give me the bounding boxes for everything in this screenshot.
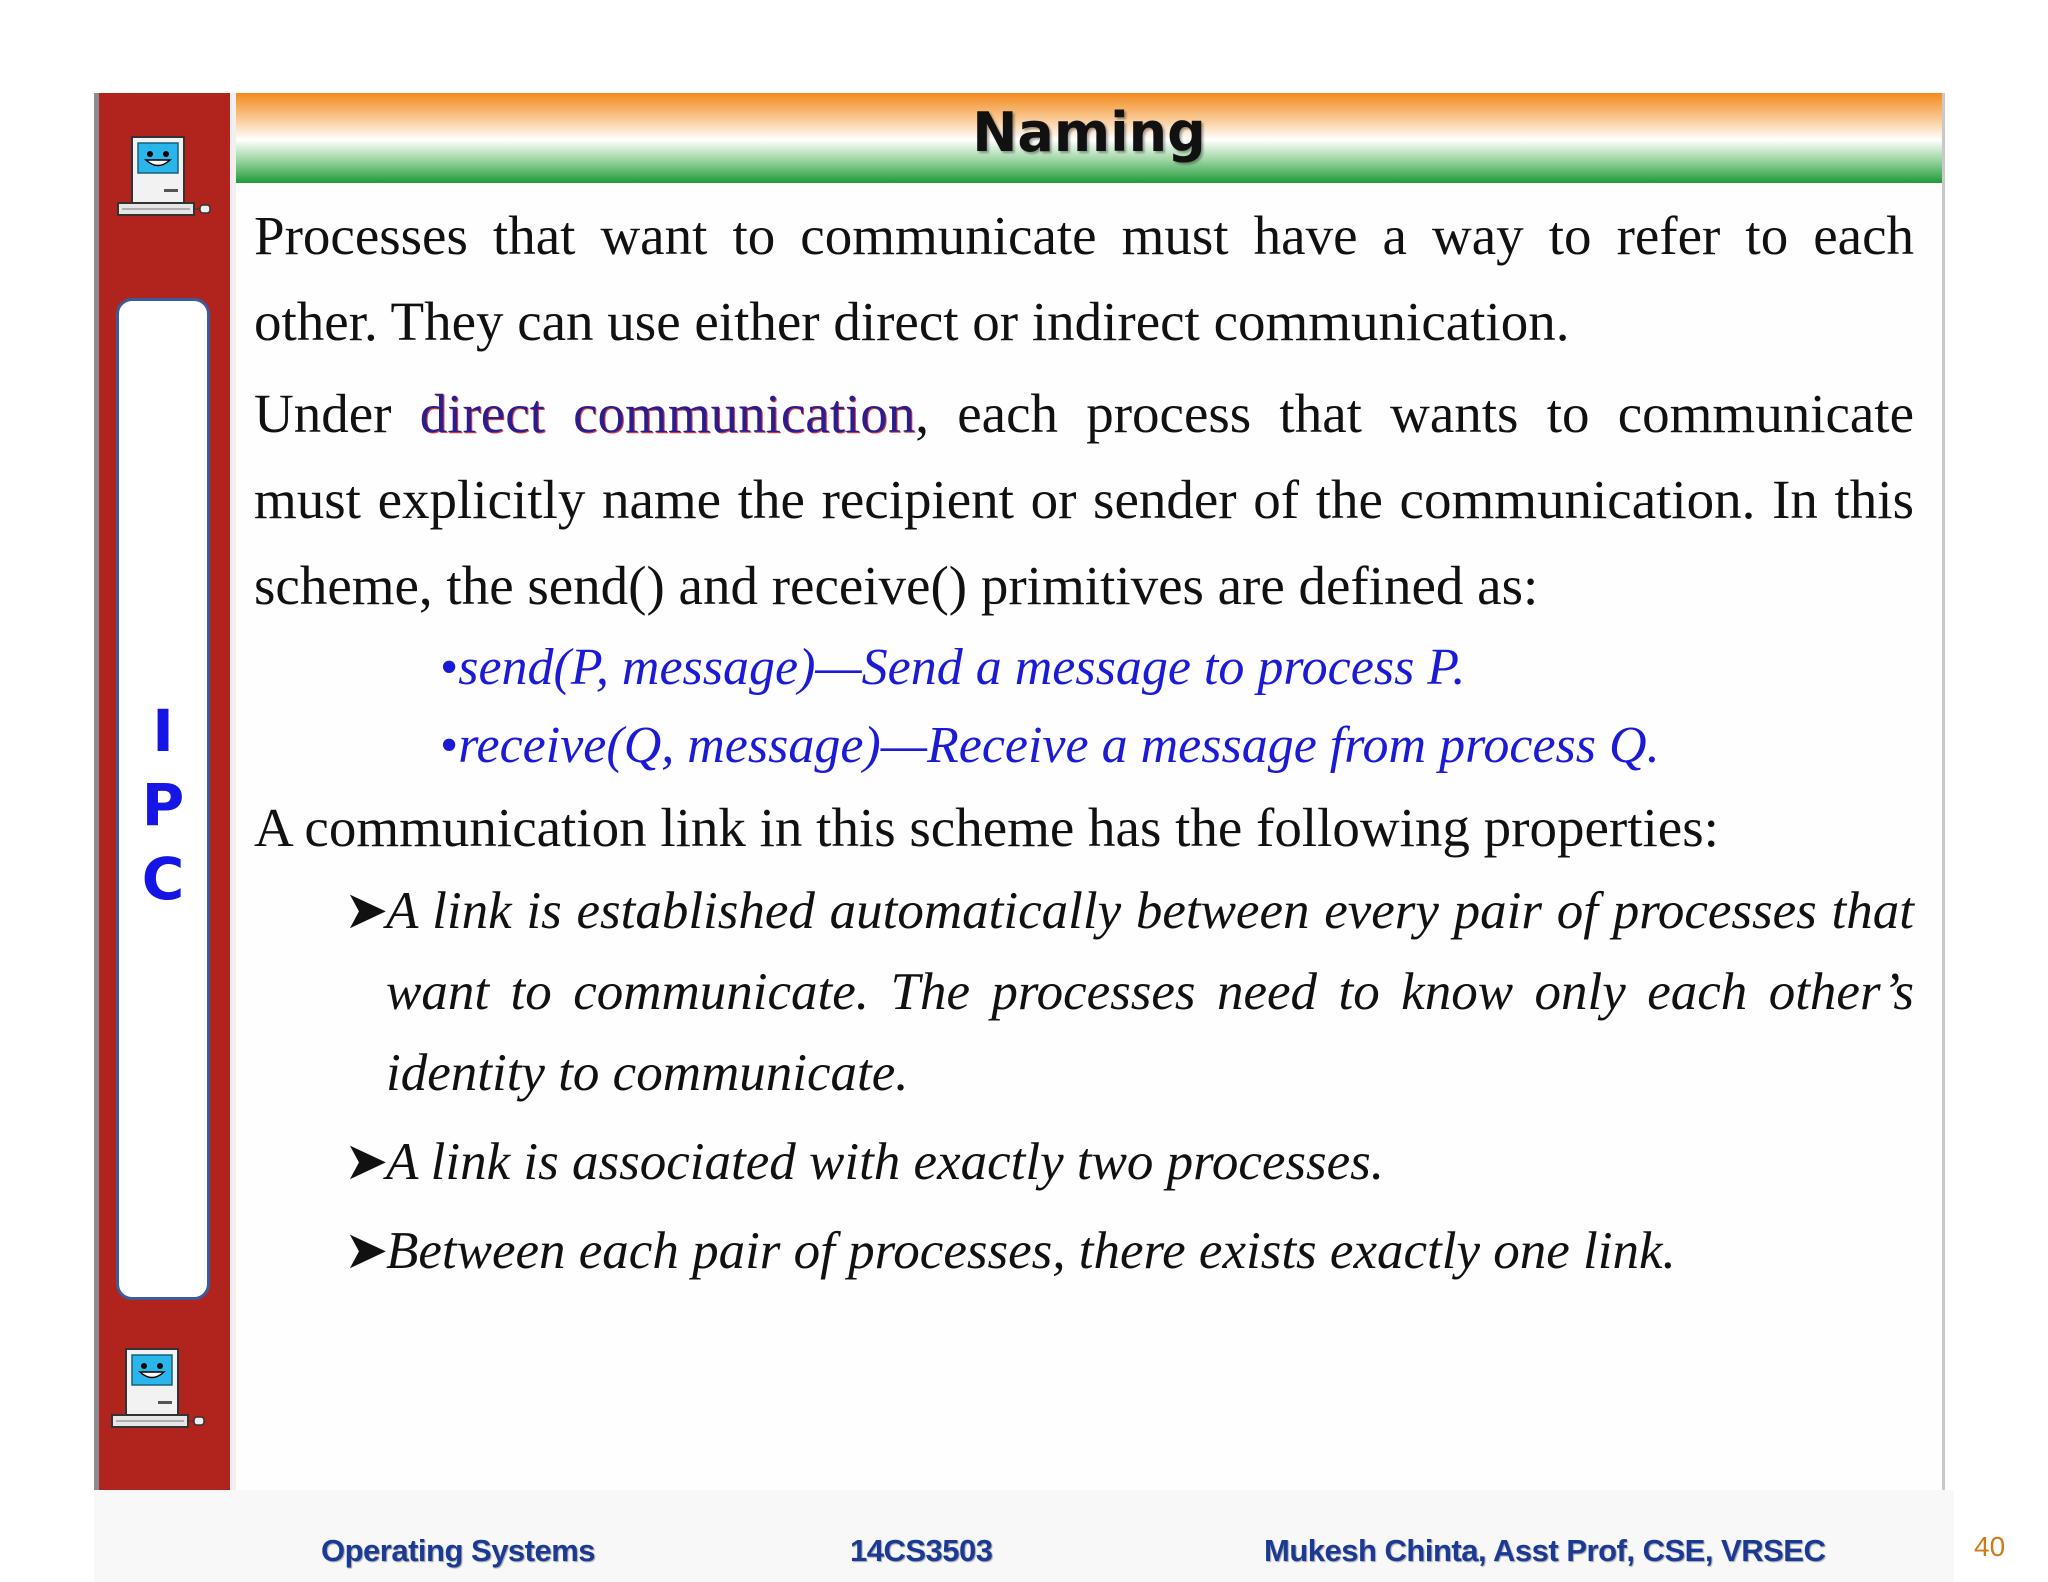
paragraph-intro: Processes that want to communicate must have a way to refer to each other. They can use either direct or indirect communication. xyxy=(254,205,1914,352)
property-item xyxy=(344,871,1914,1114)
property-text: Between each pair of processes, there exists exactly one link. xyxy=(386,1222,1676,1280)
paragraph-properties: A communication link in this scheme has the following properties: xyxy=(254,797,1719,858)
arrow-bullet-icon: ➤ xyxy=(344,882,389,940)
page-number: 40 xyxy=(1974,1531,2006,1562)
direct-communication-term: direct communication xyxy=(419,383,916,444)
arrow-bullet-icon: ➤ xyxy=(344,1133,389,1191)
primitive-item: • send(P, message)—Send a message to process P. xyxy=(440,629,1914,707)
computer-smiley-icon xyxy=(114,131,224,231)
paragraph-direct-suffix: , each process that wants to communicate must explicitly name the recipient or sender of the communication. In this scheme, the send() and receive() primitives are defined as: xyxy=(254,383,1914,616)
primitives-list xyxy=(254,629,1914,785)
sidebar-letter-c: C xyxy=(141,845,185,913)
property-item xyxy=(344,1122,1914,1203)
property-text: A link is established automatically between every pair of processes that want to communicate. The processes need to know only each other’s identity to communicate. xyxy=(386,882,1914,1102)
slide-title: Naming xyxy=(972,101,1206,164)
property-text: A link is associated with exactly two processes. xyxy=(386,1133,1385,1191)
computer-smiley-icon xyxy=(108,1343,218,1443)
arrow-bullet-icon: ➤ xyxy=(344,1222,389,1280)
paragraph-direct-prefix: Under xyxy=(254,383,420,444)
footer-author: Mukesh Chinta, Asst Prof, CSE, VRSEC xyxy=(1264,1533,1826,1568)
paragraph-direct xyxy=(254,371,1914,629)
sidebar-panel xyxy=(116,298,210,1300)
footer-course: Operating Systems xyxy=(321,1533,596,1568)
primitive-item: • receive(Q, message)—Receive a message from process Q. xyxy=(440,707,1914,785)
sidebar-letter-i: I xyxy=(152,697,174,765)
title-banner xyxy=(236,93,1942,183)
sidebar-divider xyxy=(230,93,236,1490)
property-item xyxy=(344,1211,1914,1292)
footer-code: 14CS3503 xyxy=(850,1533,993,1568)
slide-content xyxy=(254,193,1914,1300)
sidebar-letter-p: P xyxy=(141,771,185,839)
slide xyxy=(94,93,2006,1568)
properties-list xyxy=(254,871,1914,1292)
